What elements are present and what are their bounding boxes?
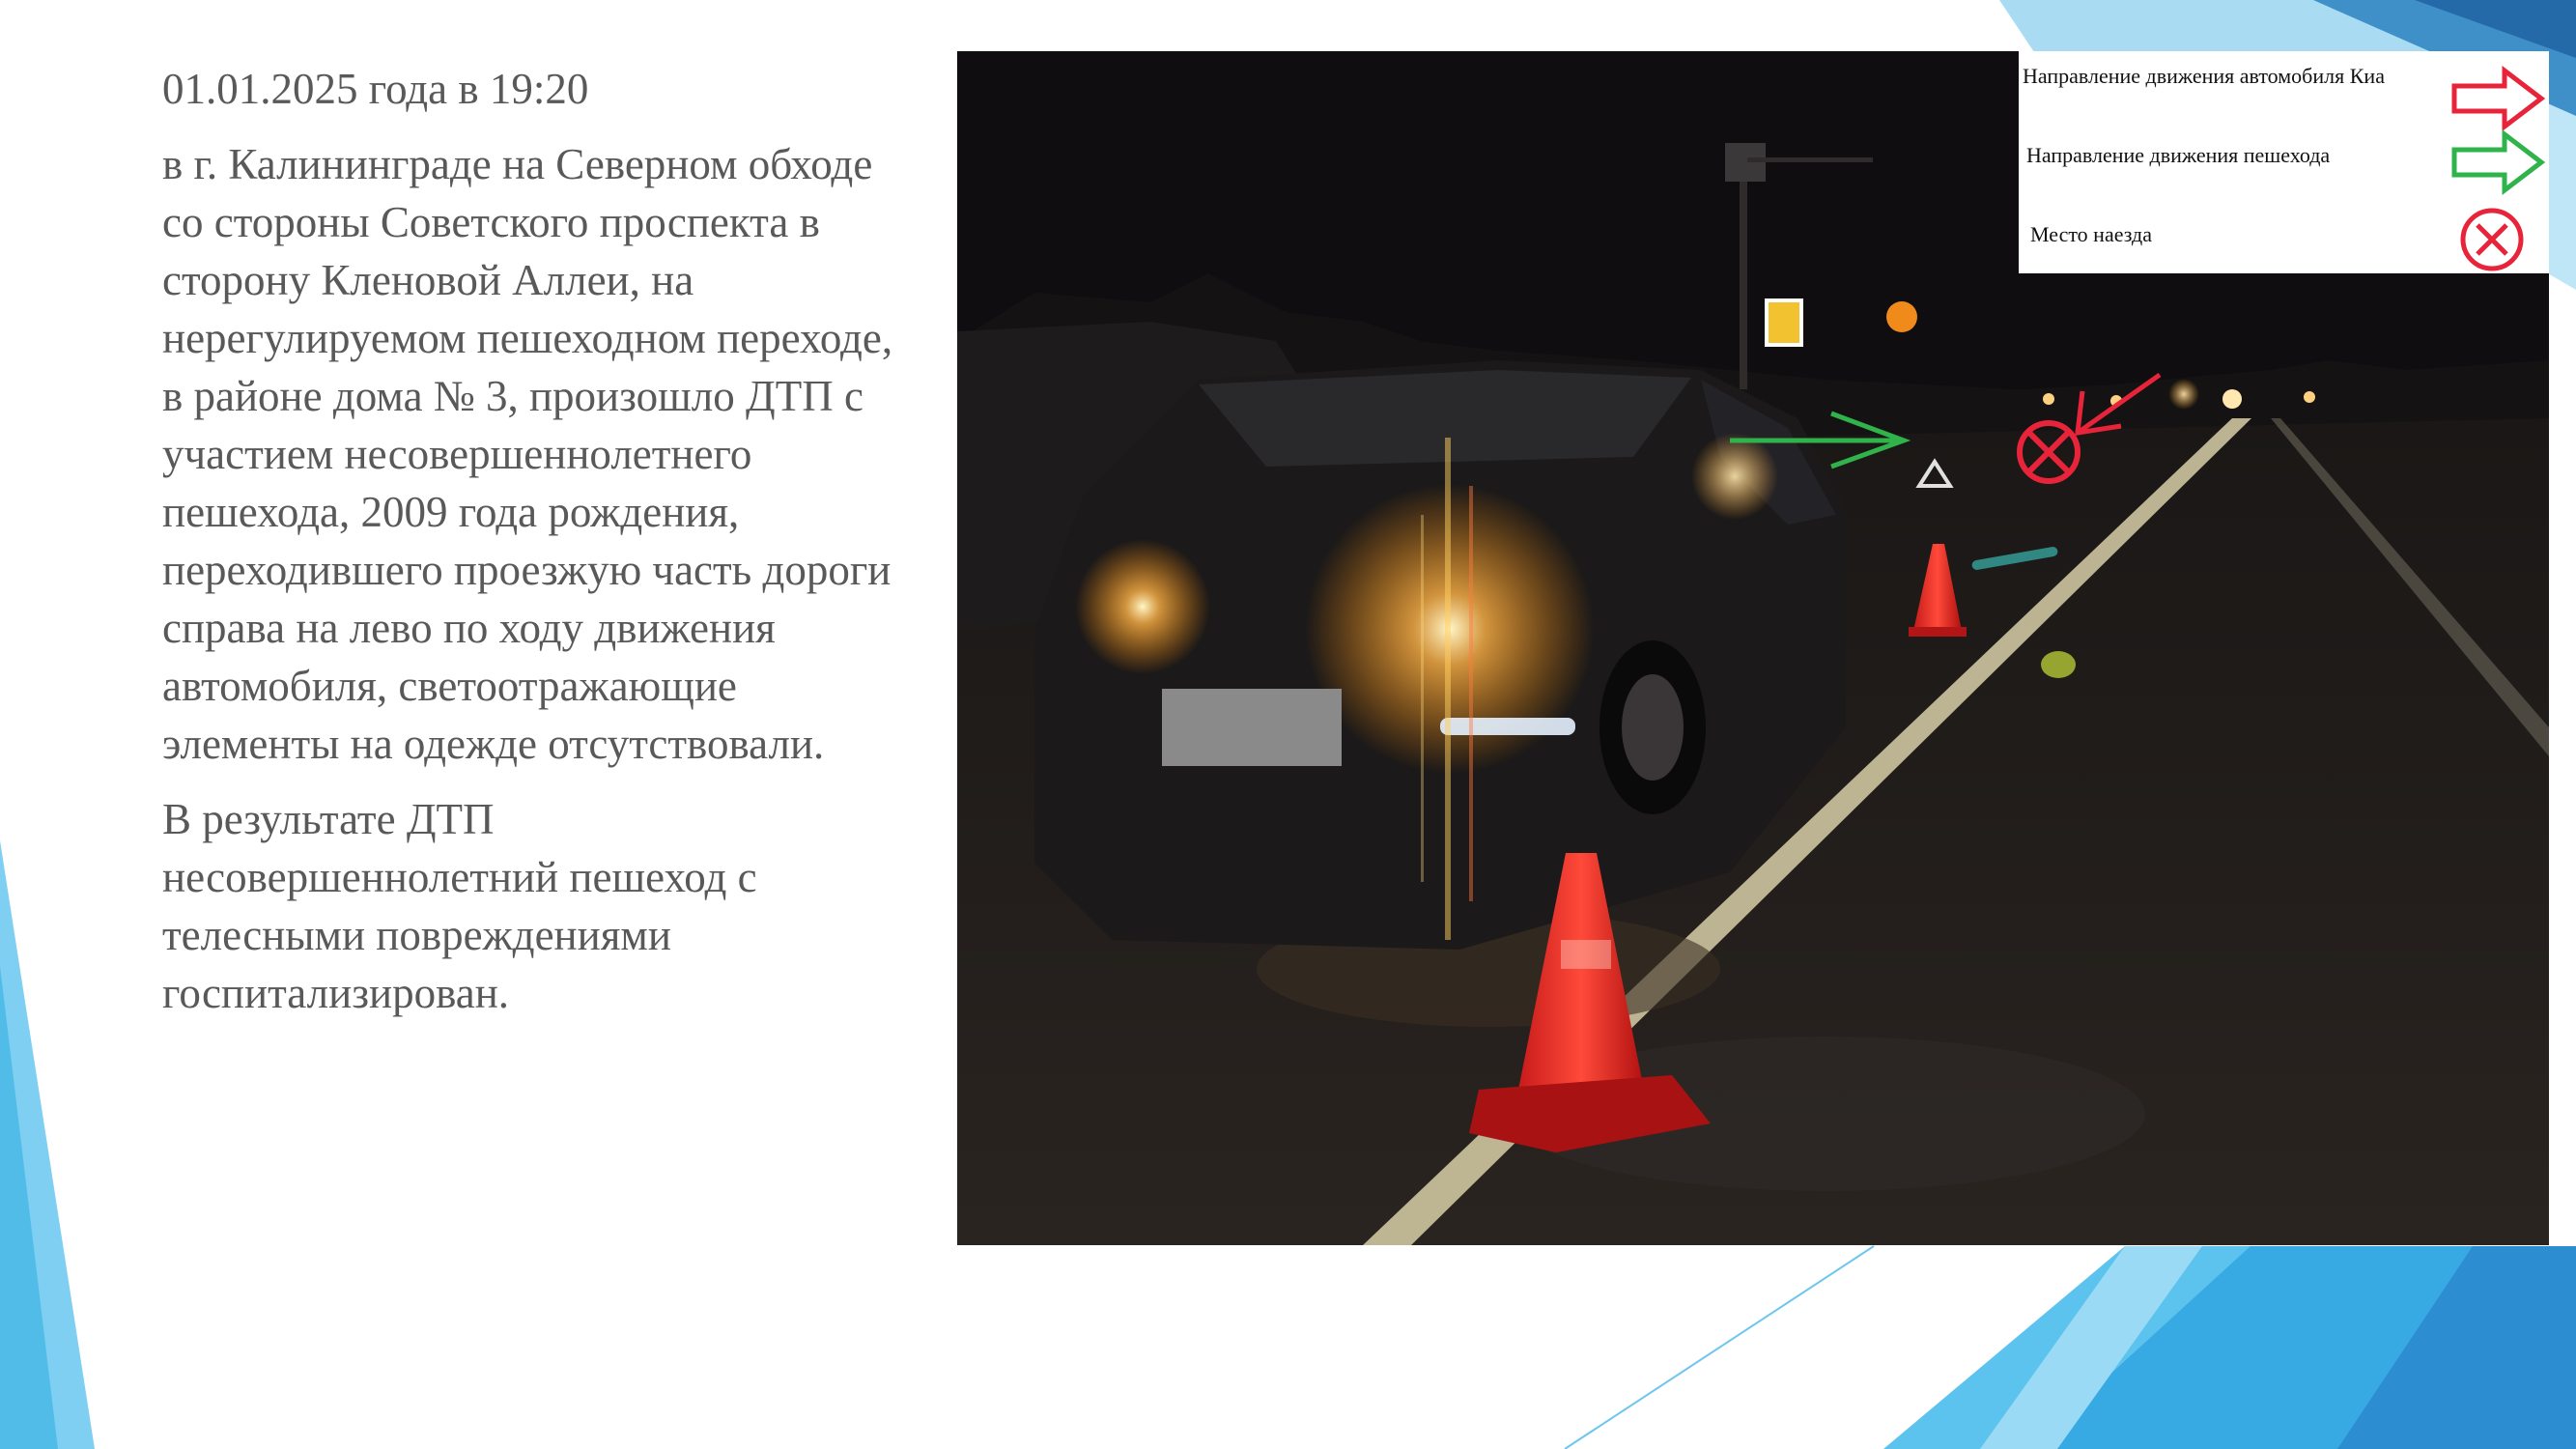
- accident-scene-photo: [957, 51, 2549, 1245]
- accident-description: в г. Калининграде на Северном обходе со стороны Советского проспекта в сторону Кленовой Аллеи, на нерегулируемом пешеходном переходе, в районе дома № 3, произошло ДТП с участием несовершеннолетнего пешехода, 2009 года рождения, переходившего проезжую часть дороги справа на лево по ходу движения автомобиля, светоотражающие элементы на одежде отсутствовали.: [162, 140, 893, 768]
- photo-legend: [2019, 51, 2549, 273]
- legend-pedestrian-direction-label: Направление движения пешехода: [2026, 143, 2331, 167]
- legend-car-direction-label: Направление движения автомобиля Киа: [2023, 64, 2385, 88]
- blurred-license-plate: [1162, 689, 1342, 766]
- accident-date: 01.01.2025 года в 19:20: [162, 65, 589, 113]
- accident-result: В результате ДТП несовершеннолетний пешеход с телесными повреждениями госпитализирован.: [162, 795, 757, 1017]
- red-circle-x-icon: [2458, 206, 2526, 273]
- slide-text: [162, 60, 896, 1039]
- legend-impact-place-label: Место наезда: [2030, 222, 2152, 246]
- green-outline-arrow-icon: [2449, 128, 2545, 196]
- red-outline-arrow-icon: [2449, 65, 2545, 132]
